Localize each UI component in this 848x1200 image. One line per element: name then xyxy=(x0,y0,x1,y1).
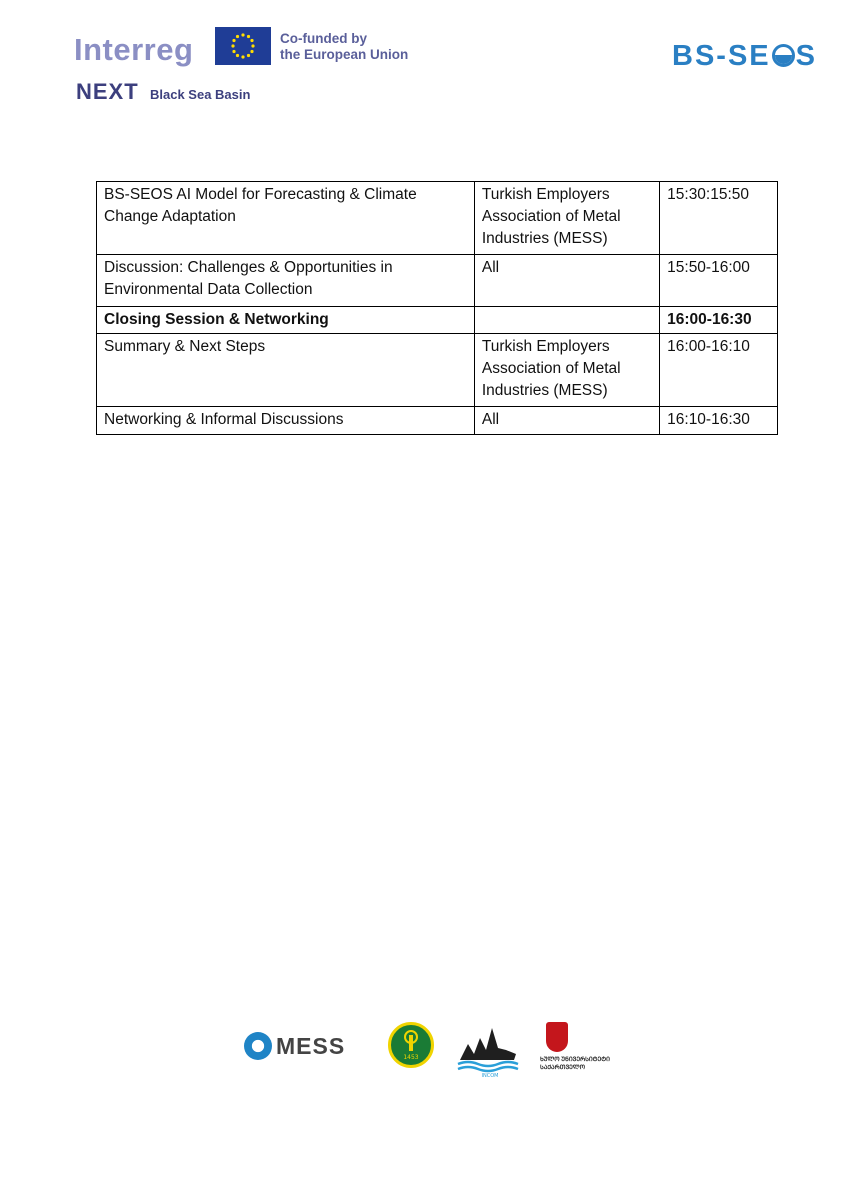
presenter-cell xyxy=(474,307,659,334)
istanbul-university-seal-icon xyxy=(388,1022,434,1068)
time-cell: 16:00-16:10 xyxy=(660,334,778,407)
cofunded-line-2: the European Union xyxy=(280,47,409,62)
next-wordmark: NEXT xyxy=(76,79,139,104)
georgian-name-line-1: ᲮᲣᲚᲝ ᲣᲜᲘᲕᲔᲠᲡᲘᲢᲔᲢᲘ xyxy=(540,1057,610,1063)
georgian-shield-icon xyxy=(546,1022,568,1052)
table-row xyxy=(97,334,778,407)
presenter-cell: Turkish Employers Association of Metal Industries (MESS) xyxy=(474,182,659,255)
presenter-cell: All xyxy=(474,255,659,307)
mess-swirl-icon xyxy=(244,1032,272,1060)
table-row xyxy=(97,255,778,307)
table-row xyxy=(97,407,778,435)
georgian-name-line-2: ᲡᲐᲥᲐᲠᲗᲕᲔᲚᲝ xyxy=(540,1065,586,1071)
bs-seos-left: BS-SE xyxy=(672,40,771,72)
bs-seos-right: S xyxy=(795,40,817,72)
bs-seos-logo xyxy=(672,40,817,73)
incom-label: INCOM xyxy=(481,1073,499,1078)
time-cell: 15:50-16:00 xyxy=(660,255,778,307)
interreg-wordmark: Interreg xyxy=(74,32,194,67)
eu-flag-icon xyxy=(215,27,271,65)
session-cell: Summary & Next Steps xyxy=(97,334,475,407)
interreg-logo xyxy=(74,26,434,106)
georgian-university-name xyxy=(540,1056,624,1072)
presenter-cell: All xyxy=(474,407,659,435)
session-cell: Networking & Informal Discussions xyxy=(97,407,475,435)
session-cell: BS-SEOS AI Model for Forecasting & Climate Change Adaptation xyxy=(97,182,475,255)
table-row xyxy=(97,182,778,255)
agenda-table xyxy=(96,181,778,435)
georgian-university-logo xyxy=(540,1018,624,1080)
table-row xyxy=(97,307,778,334)
partner-logos xyxy=(240,1018,640,1088)
session-cell: Discussion: Challenges & Opportunities in Environmental Data Collection xyxy=(97,255,475,307)
cofunded-line-1: Co-funded by xyxy=(280,31,367,46)
mess-logo xyxy=(244,1032,345,1060)
mess-wordmark: MESS xyxy=(276,1033,346,1059)
time-cell: 15:30:15:50 xyxy=(660,182,778,255)
time-cell: 16:00-16:30 xyxy=(660,307,778,334)
cofunded-text xyxy=(280,31,408,63)
istanbul-year: 1453 xyxy=(403,1054,419,1061)
time-cell: 16:10-16:30 xyxy=(660,407,778,435)
session-cell: Closing Session & Networking xyxy=(97,307,475,334)
incom-logo xyxy=(454,1020,524,1078)
bs-seos-wave-icon xyxy=(772,44,795,67)
black-sea-basin-label: Black Sea Basin xyxy=(150,87,251,102)
presenter-cell: Turkish Employers Association of Metal Industries (MESS) xyxy=(474,334,659,407)
